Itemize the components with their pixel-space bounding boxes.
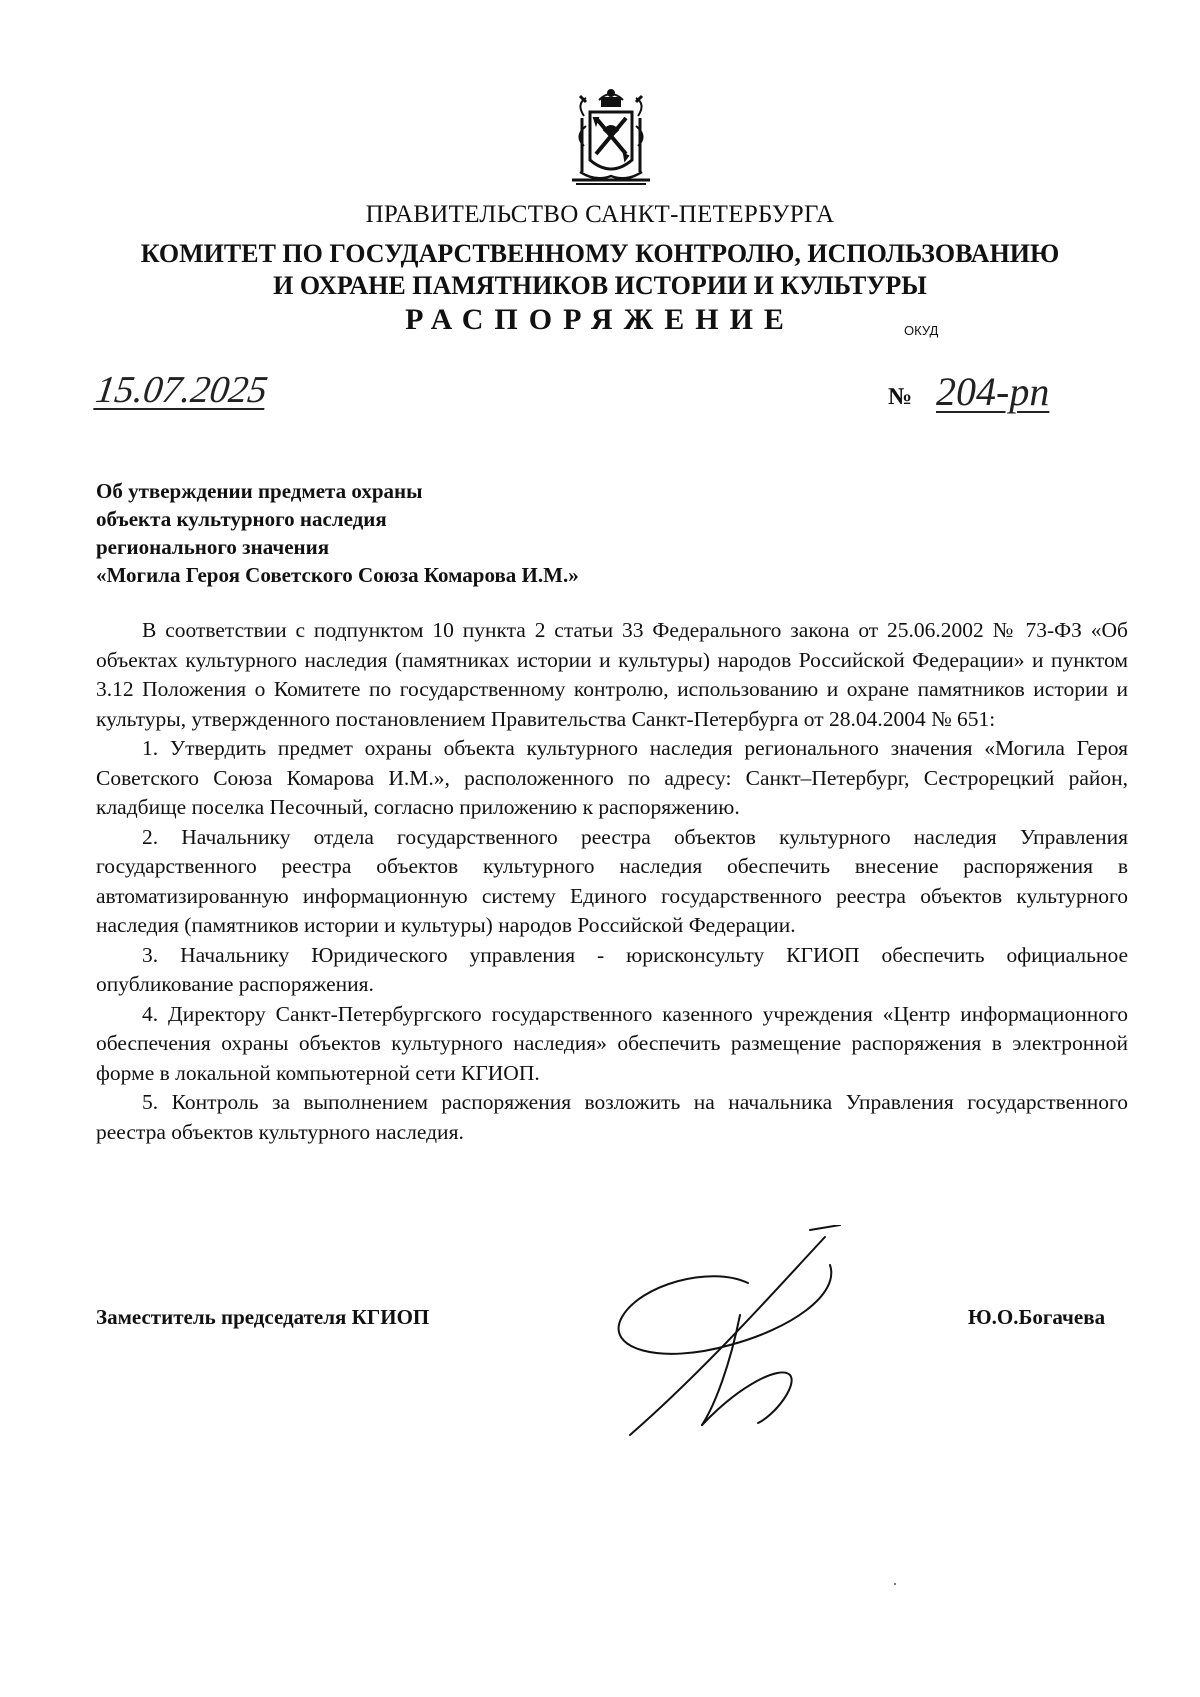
government-name: ПРАВИТЕЛЬСТВО САНКТ-ПЕТЕРБУРГА bbox=[365, 201, 835, 228]
document-body bbox=[96, 616, 1128, 1147]
committee-name bbox=[0, 238, 1200, 302]
clause-paragraph: 5. Контроль за выполнением распоряжения возложить на начальника Управления государственного реестра объектов культурного наследия. bbox=[96, 1090, 1128, 1144]
subject-line: регионального значения bbox=[96, 535, 330, 559]
clause-paragraph: 1. Утвердить предмет охраны объекта культурного наследия регионального значения «Могила Героя Советского Союза Комарова И.М.», расположенного по адресу: Санкт–Петербург, Сестрорецкий район, кладбище поселка Песочный, согласно приложению к распоряжению. bbox=[96, 736, 1128, 819]
handwritten-signature-icon bbox=[590, 1225, 890, 1440]
document-date: 15.07.2025 bbox=[93, 369, 270, 411]
subject-line: «Могила Героя Советского Союза Комарова И.М.» bbox=[96, 563, 579, 587]
clause-paragraph: 2. Начальнику отдела государственного реестра объектов культурного наследия Управления государственного реестра объектов культурного наследия обеспечить внесение распоряжения в автоматизированную информационную систему Единого государственного реестра объектов культурного наследия (памятников истории и культуры) народов Российской Федерации. bbox=[96, 824, 1128, 937]
subject-line: объекта культурного наследия bbox=[96, 507, 387, 531]
signatory-title: Заместитель председателя КГИОП bbox=[96, 1305, 430, 1329]
okud-label: ОКУД bbox=[904, 323, 939, 338]
coat-of-arms-icon bbox=[566, 86, 656, 190]
document-type: РАСПОРЯЖЕНИЕ bbox=[405, 303, 795, 336]
document-subject bbox=[96, 477, 579, 589]
document-number: 204-рп bbox=[936, 369, 1050, 414]
subject-line: Об утверждении предмета охраны bbox=[96, 479, 423, 503]
committee-line-2: И ОХРАНЕ ПАМЯТНИКОВ ИСТОРИИ И КУЛЬТУРЫ bbox=[273, 271, 927, 300]
clause-paragraph: 4. Директору Санкт-Петербургского государственного казенного учреждения «Центр информационного обеспечения охраны объектов культурного наследия» обеспечить размещение распоряжения в электронной форме в локальной компьютерной сети КГИОП. bbox=[96, 1001, 1128, 1085]
clause-paragraph: 3. Начальнику Юридического управления - юрисконсульту КГИОП обеспечить официальное опубликование распоряжения. bbox=[96, 942, 1128, 996]
signatory-name: Ю.О.Богачева bbox=[968, 1305, 1106, 1329]
number-label: № bbox=[888, 384, 913, 410]
committee-line-1: КОМИТЕТ ПО ГОСУДАРСТВЕННОМУ КОНТРОЛЮ, ИСПОЛЬЗОВАНИЮ bbox=[140, 239, 1060, 268]
preamble-paragraph: В соответствии с подпунктом 10 пункта 2 статьи 33 Федерального закона от 25.06.2002 № 73-ФЗ «Об объектах культурного наследия (памятниках истории и культуры) народов Российской Федерации» и пунктом 3.12 Положения о Комитете по государственному контролю, использованию и охране памятников истории и культуры, утвержденного постановлением Правительства Санкт-Петербурга от 28.04.2004 № 651: bbox=[96, 618, 1128, 731]
scan-speck bbox=[894, 1583, 896, 1585]
